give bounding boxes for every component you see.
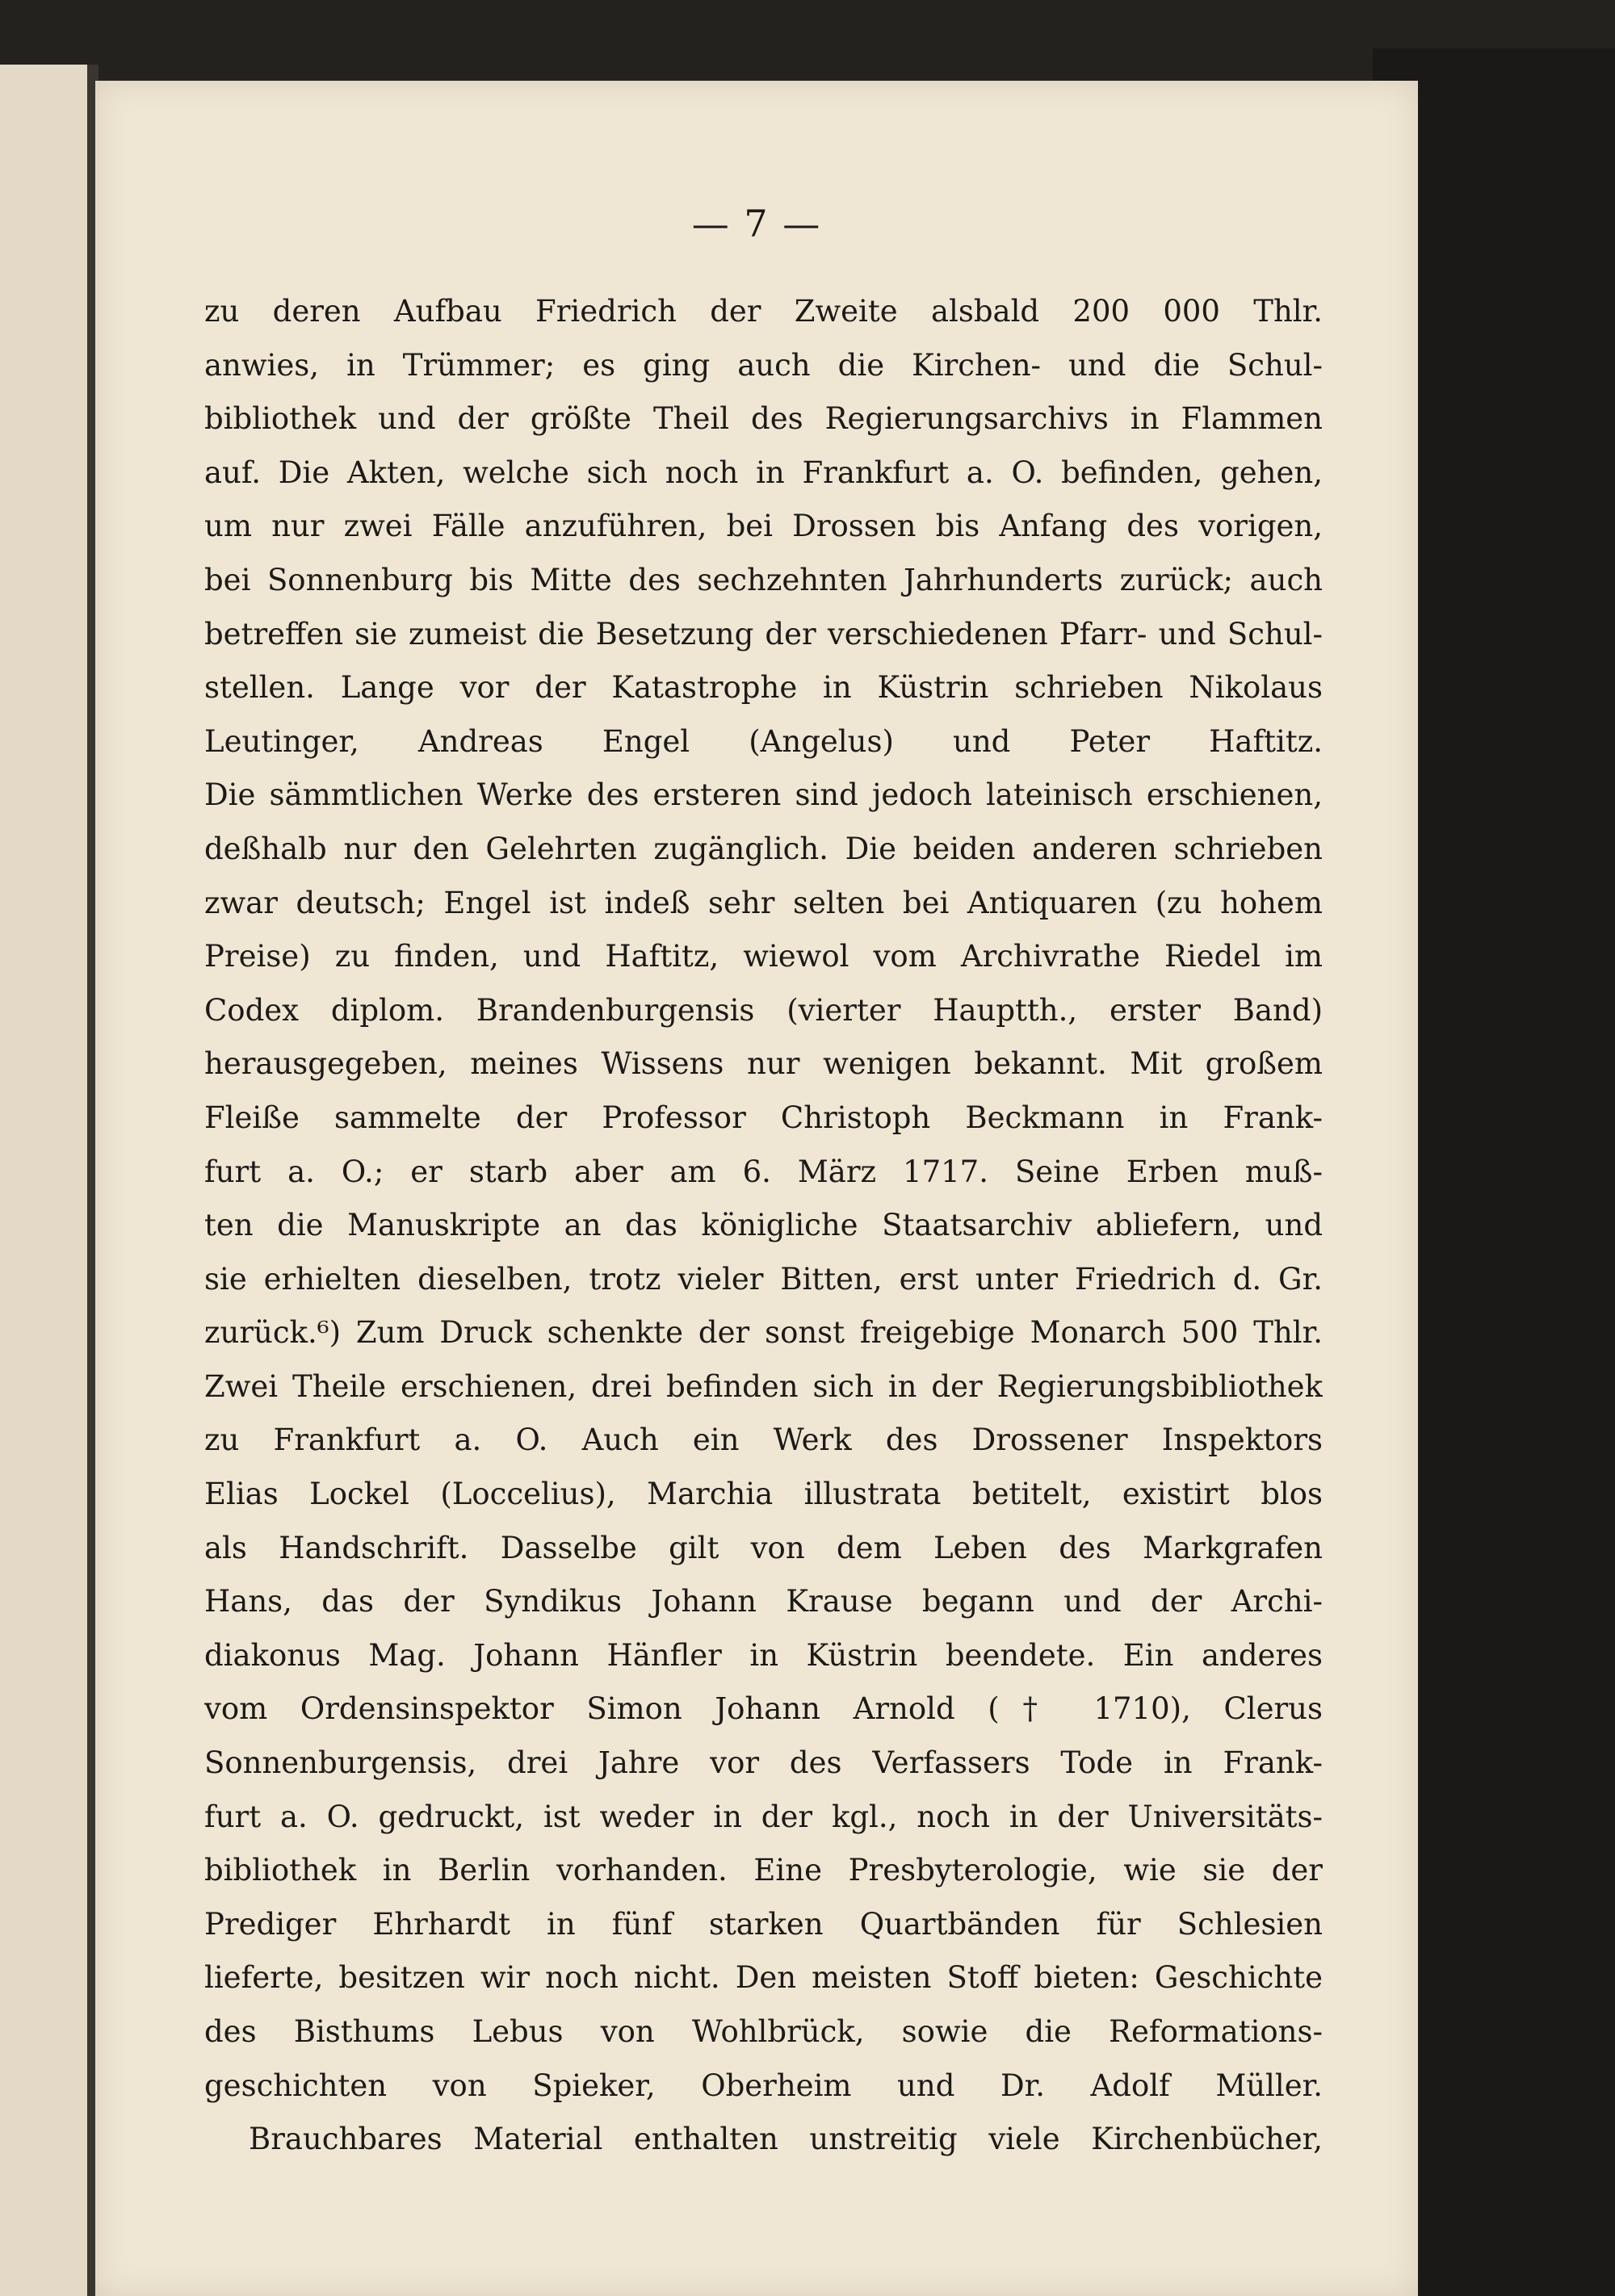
text-line: zu deren Aufbau Friedrich der Zweite alsbald 200 000 Thlr. [204,294,1323,329]
text-line: lieferte, besitzen wir noch nicht. Den meisten Stoff bieten: Geschichte [204,1960,1323,1996]
text-line: furt a. O. gedruckt, ist weder in der kgl., noch in der Universitäts- [204,1799,1323,1834]
text-line: zurück.⁶) Zum Druck schenkte der sonst freigebige Monarch 500 Thlr. [204,1315,1323,1351]
text-line: Preise) zu finden, und Haftitz, wiewol vom Archivrathe Riedel im [204,939,1323,974]
text-line: Brauchbares Material enthalten unstreitig viele Kirchenbücher, [249,2122,1323,2157]
book-page [95,81,1418,2296]
page-body-text [204,285,1323,2167]
text-line: ten die Manuskripte an das königliche Staatsarchiv abliefern, und [204,1208,1323,1243]
left-page-edge [0,65,89,2296]
text-line: betreffen sie zumeist die Besetzung der verschiedenen Pfarr- und Schul- [204,616,1323,652]
page-number: — 7 — [691,202,822,245]
text-line: geschichten von Spieker, Oberheim und Dr. Adolf Müller. [204,2068,1323,2103]
text-line: bibliothek in Berlin vorhanden. Eine Presbyterologie, wie sie der [204,1853,1323,1888]
text-line: auf. Die Akten, welche sich noch in Frankfurt a. O. befinden, gehen, [204,455,1323,490]
text-line: vom Ordensinspektor Simon Johann Arnold († 1710), Clerus [204,1691,1323,1727]
text-line: diakonus Mag. Johann Hänfler in Küstrin beendete. Ein anderes [204,1637,1323,1673]
text-line: Codex diplom. Brandenburgensis (vierter Hauptth., erster Band) [204,992,1323,1028]
text-line: zu Frankfurt a. O. Auch ein Werk des Drossener Inspektors [204,1422,1323,1458]
text-line: furt a. O.; er starb aber am 6. März 1717. Seine Erben muß- [204,1154,1323,1189]
text-line: deßhalb nur den Gelehrten zugänglich. Die beiden anderen schrieben [204,831,1323,866]
text-line: Hans, das der Syndikus Johann Krause begann und der Archi- [204,1584,1323,1619]
text-line: Prediger Ehrhardt in fünf starken Quartbänden für Schlesien [204,1906,1323,1942]
text-line: Elias Lockel (Loccelius), Marchia illustrata betitelt, existirt blos [204,1477,1323,1512]
text-line: stellen. Lange vor der Katastrophe in Küstrin schrieben Nikolaus [204,670,1323,706]
text-line: anwies, in Trümmer; es ging auch die Kirchen- und die Schul- [204,347,1323,383]
text-line: des Bisthums Lebus von Wohlbrück, sowie die Reformations- [204,2014,1323,2049]
text-line: um nur zwei Fälle anzuführen, bei Drossen bis Anfang des vorigen, [204,509,1323,544]
text-line: sie erhielten dieselben, trotz vieler Bitten, erst unter Friedrich d. Gr. [204,1261,1323,1297]
text-line: Leutinger, Andreas Engel (Angelus) und Peter Haftitz. [204,723,1323,759]
text-line: zwar deutsch; Engel ist indeß sehr selten bei Antiquaren (zu hohem [204,885,1323,920]
text-line: Die sämmtlichen Werke des ersteren sind jedoch lateinisch erschienen, [204,777,1323,813]
text-line: bibliothek und der größte Theil des Regierungsarchivs in Flammen [204,401,1323,437]
text-line: herausgegeben, meines Wissens nur wenigen bekannt. Mit großem [204,1046,1323,1082]
text-line: Fleiße sammelte der Professor Christoph Beckmann in Frank- [204,1100,1323,1135]
text-line: bei Sonnenburg bis Mitte des sechzehnten Jahrhunderts zurück; auch [204,562,1323,597]
text-line: Zwei Theile erschienen, drei befinden sich in der Regierungsbibliothek [204,1368,1323,1404]
text-line: als Handschrift. Dasselbe gilt von dem Leben des Markgrafen [204,1530,1323,1565]
text-line: Sonnenburgensis, drei Jahre vor des Verfassers Tode in Frank- [204,1745,1323,1781]
